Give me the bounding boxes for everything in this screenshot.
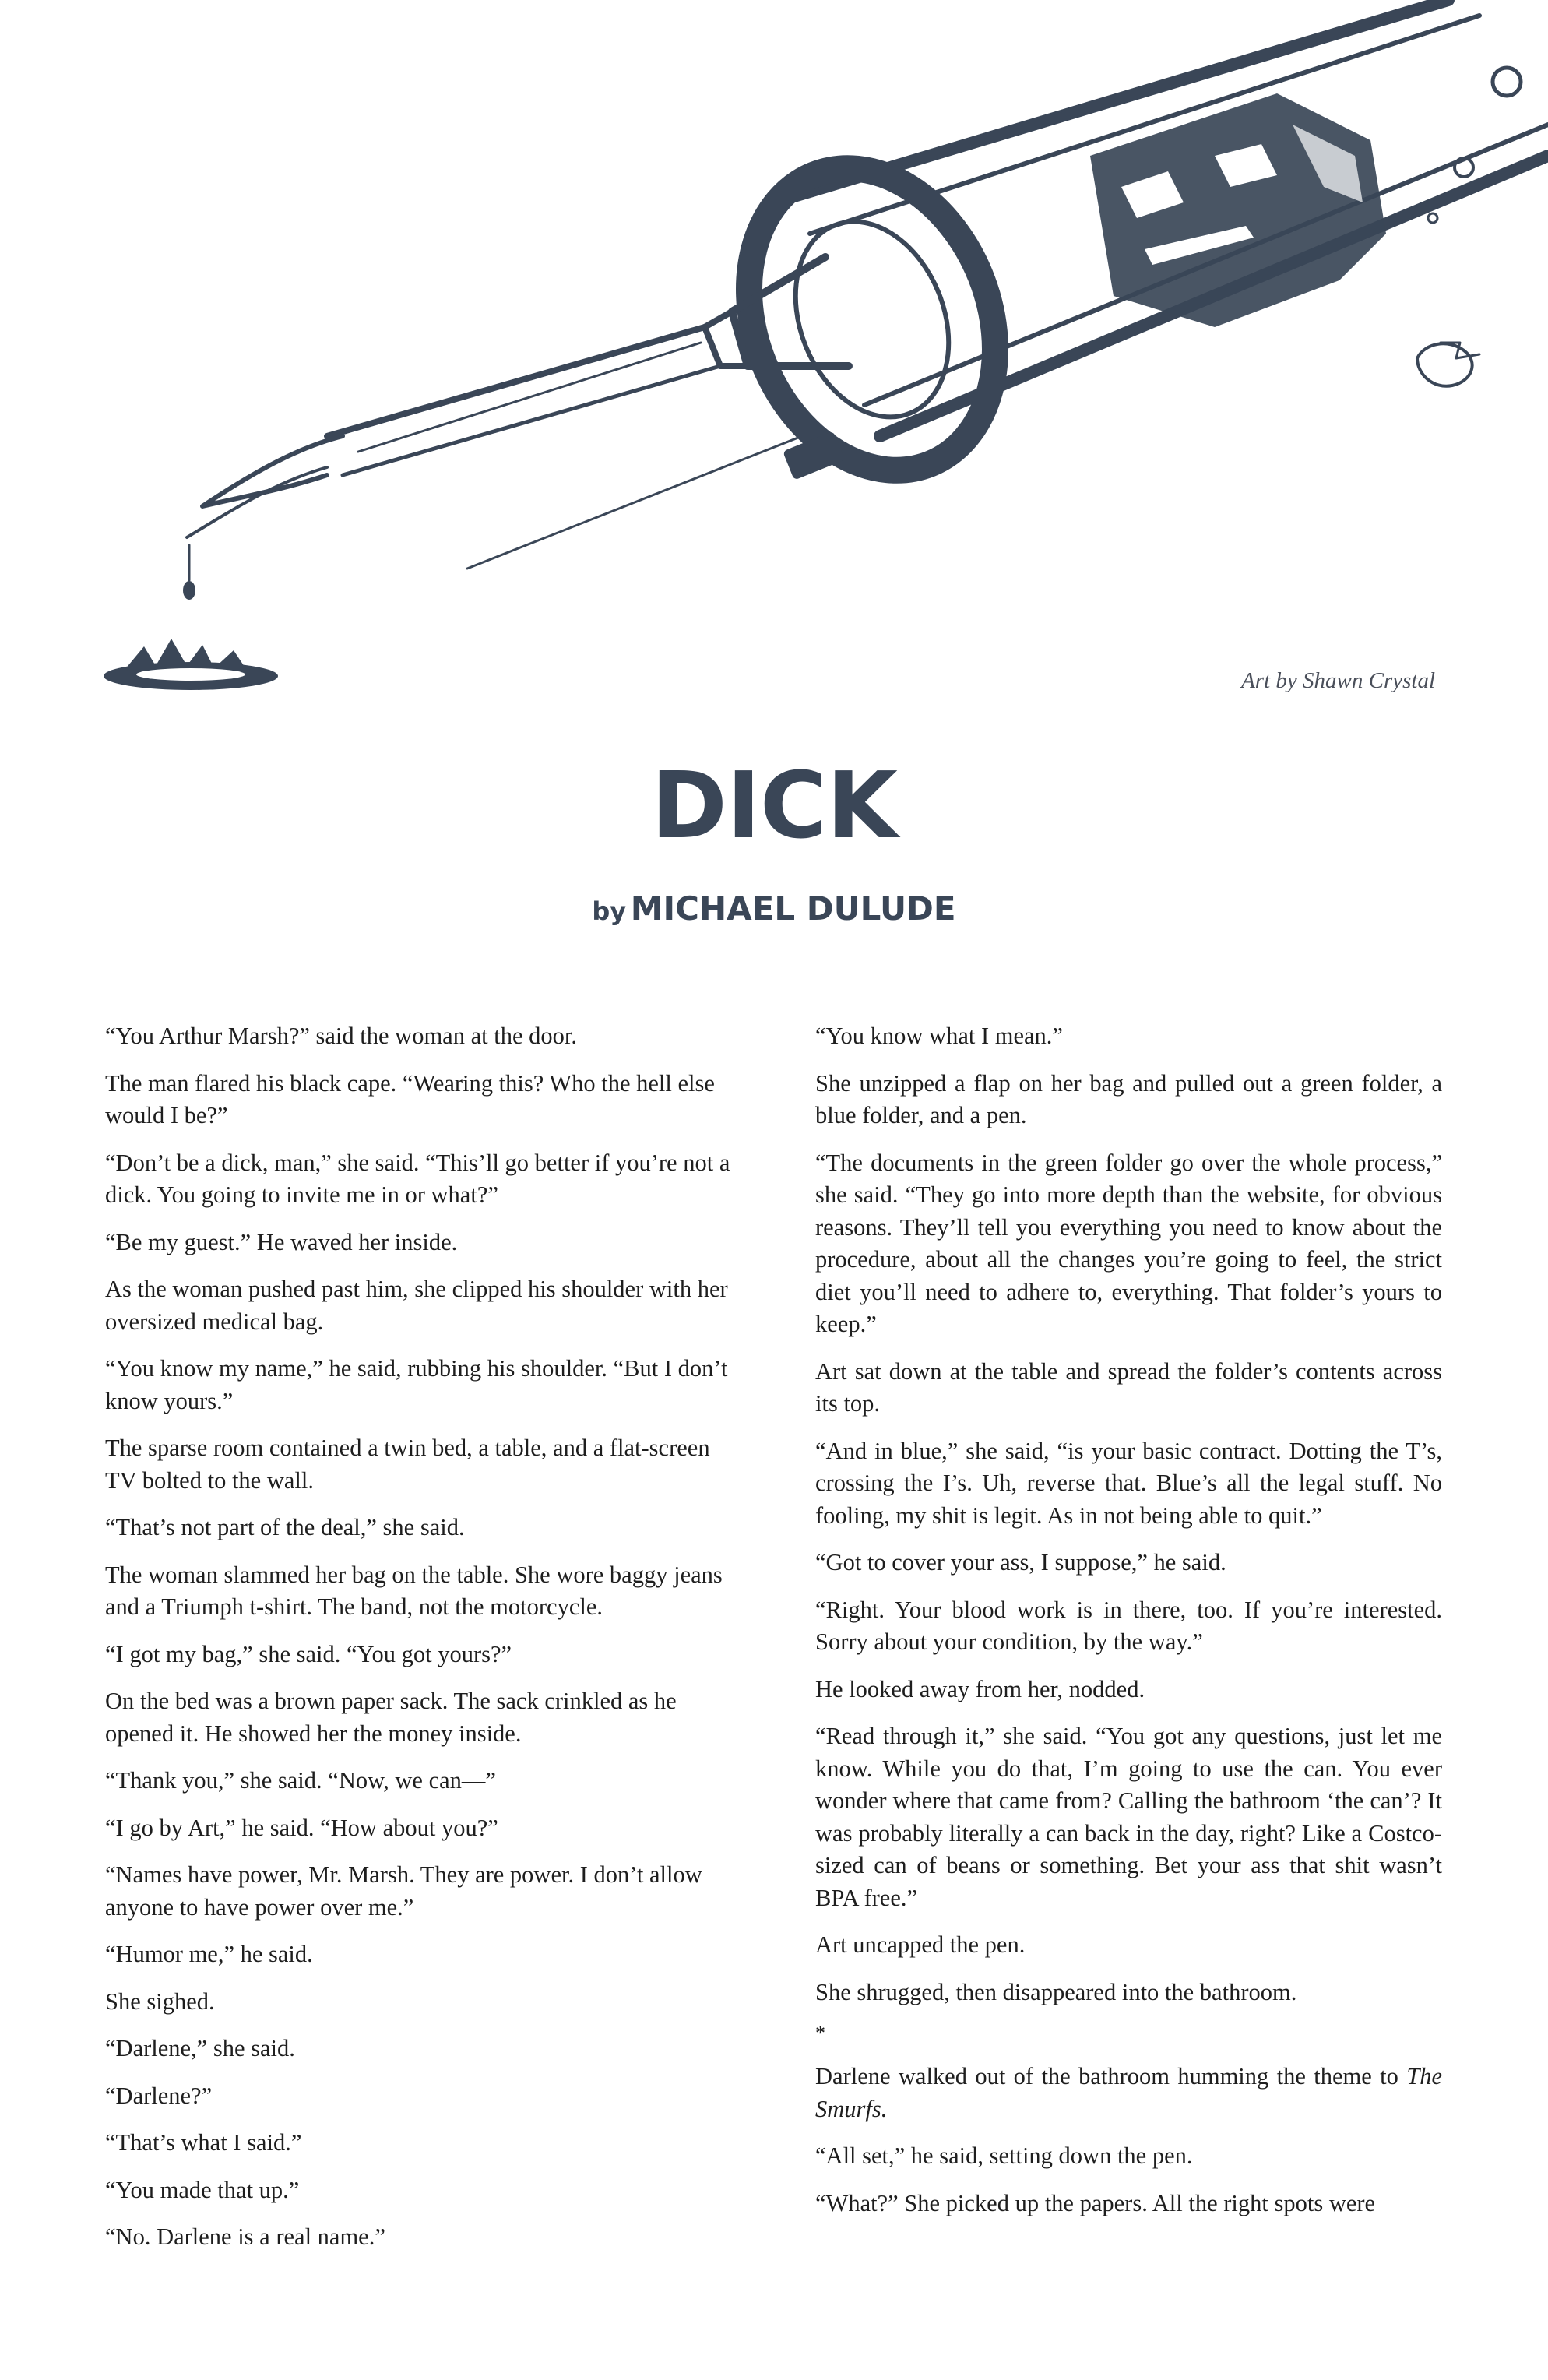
paragraph: “Be my guest.” He waved her inside. bbox=[105, 1228, 458, 1255]
paragraph: “That’s not part of the deal,” she said. bbox=[105, 1514, 465, 1540]
scene-break: * bbox=[815, 2022, 825, 2044]
paragraph: “Right. Your blood work is in there, too. If you’re interested. Sorry about your condition, by the way.” bbox=[815, 1596, 1442, 1655]
paragraph: “All set,” he said, setting down the pen. bbox=[815, 2142, 1193, 2169]
paragraph-text: Darlene walked out of the bathroom humming the theme to bbox=[815, 2063, 1407, 2090]
paragraph: “You Arthur Marsh?” said the woman at the door. bbox=[105, 1023, 577, 1049]
paragraph: As the woman pushed past him, she clipped his shoulder with her oversized medical bag. bbox=[105, 1276, 728, 1335]
paragraph: “And in blue,” she said, “is your basic contract. Dotting the T’s, crossing the I’s. Uh, reverse that. Blue’s all the legal stuff. No fooling, my shit is legit. As in not being able to quit.” bbox=[815, 1437, 1442, 1529]
paragraph: “Thank you,” she said. “Now, we can—” bbox=[105, 1767, 496, 1794]
pen-illustration bbox=[0, 0, 1548, 732]
story-title: DICK bbox=[651, 752, 897, 859]
paragraph: She shrugged, then disappeared into the bathroom. bbox=[815, 1978, 1297, 2005]
paragraph: “You made that up.” bbox=[105, 2176, 300, 2203]
left-column bbox=[105, 1020, 732, 2269]
paragraph: “Darlene?” bbox=[105, 2082, 213, 2109]
paragraph: On the bed was a brown paper sack. The sack crinkled as he opened it. He showed her the money inside. bbox=[105, 1688, 677, 1747]
paragraph: “The documents in the green folder go over the whole process,” she said. “They go into more depth than the website, for obvious reasons. They’ll tell you everything you need to know about the procedure, about all the changes you’re going to feel, the strict diet you’ll need to adhere to, everything. That folder’s yours to keep.” bbox=[815, 1149, 1442, 1337]
paragraph: She unzipped a flap on her bag and pulled out a green folder, a blue folder, and a pen. bbox=[815, 1069, 1442, 1128]
paragraph: “I go by Art,” he said. “How about you?” bbox=[105, 1814, 498, 1841]
show-title: The Smurfs. bbox=[815, 2063, 1442, 2122]
paragraph: The man flared his black cape. “Wearing this? Who the hell else would I be?” bbox=[105, 1069, 715, 1128]
paragraph: Art sat down at the table and spread the folder’s contents across its top. bbox=[815, 1357, 1442, 1417]
paragraph: “You know what I mean.” bbox=[815, 1023, 1063, 1049]
paragraph: “Don’t be a dick, man,” she said. “This’ll go better if you’re not a dick. You going to invite me in or what?” bbox=[105, 1149, 730, 1208]
paragraph: “Read through it,” she said. “You got any questions, just let me know. While you do that, I’m going to use the can. You ever wonder where that came from? Calling the bathroom ‘the can’? It was probably literally a can back in the day, right? Like a Costco-sized can of beans or something. Bet your ass that shit wasn’t BPA free.” bbox=[815, 1723, 1442, 1911]
paragraph: “Names have power, Mr. Marsh. They are power. I don’t allow anyone to have power over me.” bbox=[105, 1861, 702, 1921]
paragraph: “Darlene,” she said. bbox=[105, 2035, 295, 2061]
paragraph bbox=[815, 2061, 1442, 2125]
art-credit: Art by Shawn Crystal bbox=[1241, 668, 1435, 693]
paragraph: The woman slammed her bag on the table. She wore baggy jeans and a Triumph t-shirt. The band, not the motorcycle. bbox=[105, 1561, 723, 1620]
paragraph: “That’s what I said.” bbox=[105, 2129, 302, 2156]
paragraph: He looked away from her, nodded. bbox=[815, 1675, 1145, 1702]
paragraph: “You know my name,” he said, rubbing his shoulder. “But I don’t know yours.” bbox=[105, 1355, 728, 1414]
byline bbox=[0, 889, 1548, 928]
right-column bbox=[815, 1020, 1442, 2234]
byline-by: by bbox=[592, 896, 627, 926]
paragraph: “Got to cover your ass, I suppose,” he said. bbox=[815, 1549, 1226, 1576]
paragraph: “No. Darlene is a real name.” bbox=[105, 2223, 385, 2250]
paragraph: “Humor me,” he said. bbox=[105, 1941, 313, 1967]
paragraph: “I got my bag,” she said. “You got yours?” bbox=[105, 1640, 512, 1667]
byline-author: MICHAEL DULUDE bbox=[630, 889, 956, 928]
paragraph: “What?” She picked up the papers. All the right spots were bbox=[815, 2189, 1376, 2216]
paragraph: Art uncapped the pen. bbox=[815, 1931, 1026, 1958]
paragraph: The sparse room contained a twin bed, a table, and a flat-screen TV bolted to the wall. bbox=[105, 1435, 710, 1494]
paragraph: She sighed. bbox=[105, 1987, 215, 2015]
